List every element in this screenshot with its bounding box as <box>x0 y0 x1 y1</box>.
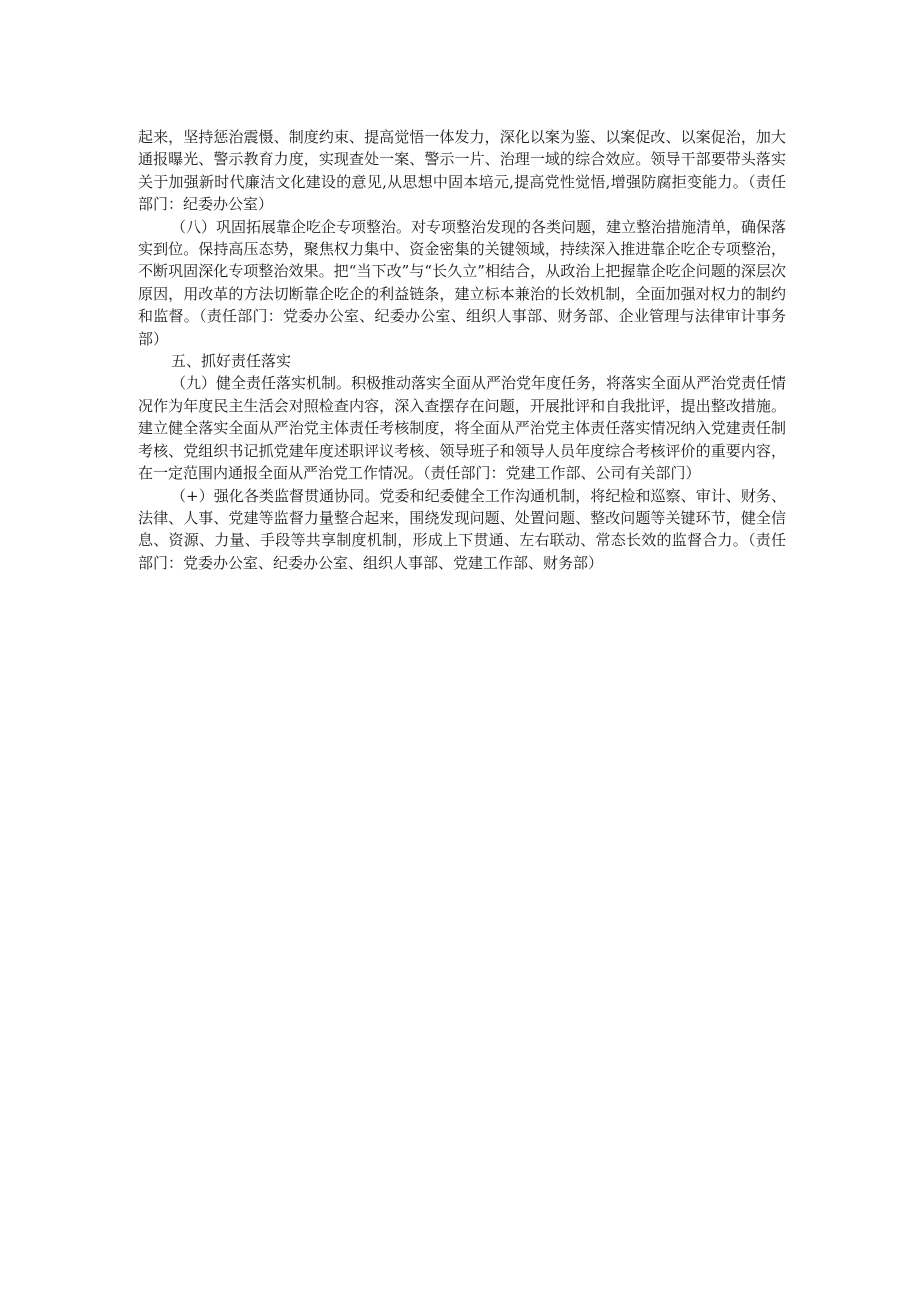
section-heading-5: 五、抓好责任落实 <box>171 352 292 371</box>
paragraph-item-9: （九）健全责任落实机制。积极推动落实全面从严治党年度任务，将落实全面从严治党责任情况作为年度民主生活会对照检查内容，深入查摆存在问题，开展批评和自我批评，提出整改措施。建立健全落实全面从严治党主体责任考核制度，将全面从严治党主体责任落实情况纳入党建责任制考核、党组织书记抓党建年度述职评议考核、领导班子和领导人员年度综合考核评价的重要内容，在一定范围内通报全面从严治党工作情况。（责任部门：党建工作部、公司有关部门） <box>138 374 787 483</box>
paragraph-item-10: （+）强化各类监督贯通协同。党委和纪委健全工作沟通机制，将纪检和巡察、审计、财务、法律、人事、党建等监督力量整合起来，围绕发现问题、处置问题、整改问题等关键环节，健全信息、资源、力量、手段等共享制度机制，形成上下贯通、左右联动、常态长效的监督合力。（责任部门：党委办公室、纪委办公室、组织人事部、党建工作部、财务部） <box>138 486 786 572</box>
paragraph-continuation: 起来，坚持惩治震慑、制度约束、提高觉悟一体发力，深化以案为鉴、以案促改、以案促治，加大通报曝光、警示教育力度，实现查处一案、警示一片、治理一域的综合效应。领导干部要带头落实关于加强新时代廉洁文化建设的意见,从思想中固本培元,提高党性觉悟,增强防腐拒变能力。（责任部门：纪委办公室） <box>138 128 786 214</box>
paragraph-item-8: （八）巩固拓展靠企吃企专项整治。对专项整治发现的各类问题，建立整治措施清单，确保落实到位。保持高压态势，聚焦权力集中、资金密集的关键领域，持续深入推进靠企吃企专项整治，不断巩固深化专项整治效果。把“当下改”与“长久立”相结合，从政治上把握靠企吃企问题的深层次原因，用改革的方法切断靠企吃企的利益链条，建立标本兼治的长效机制，全面加强对权力的制约和监督。（责任部门：党委办公室、纪委办公室、组织人事部、财务部、企业管理与法律审计事务部） <box>138 217 787 348</box>
document-body <box>138 126 786 574</box>
